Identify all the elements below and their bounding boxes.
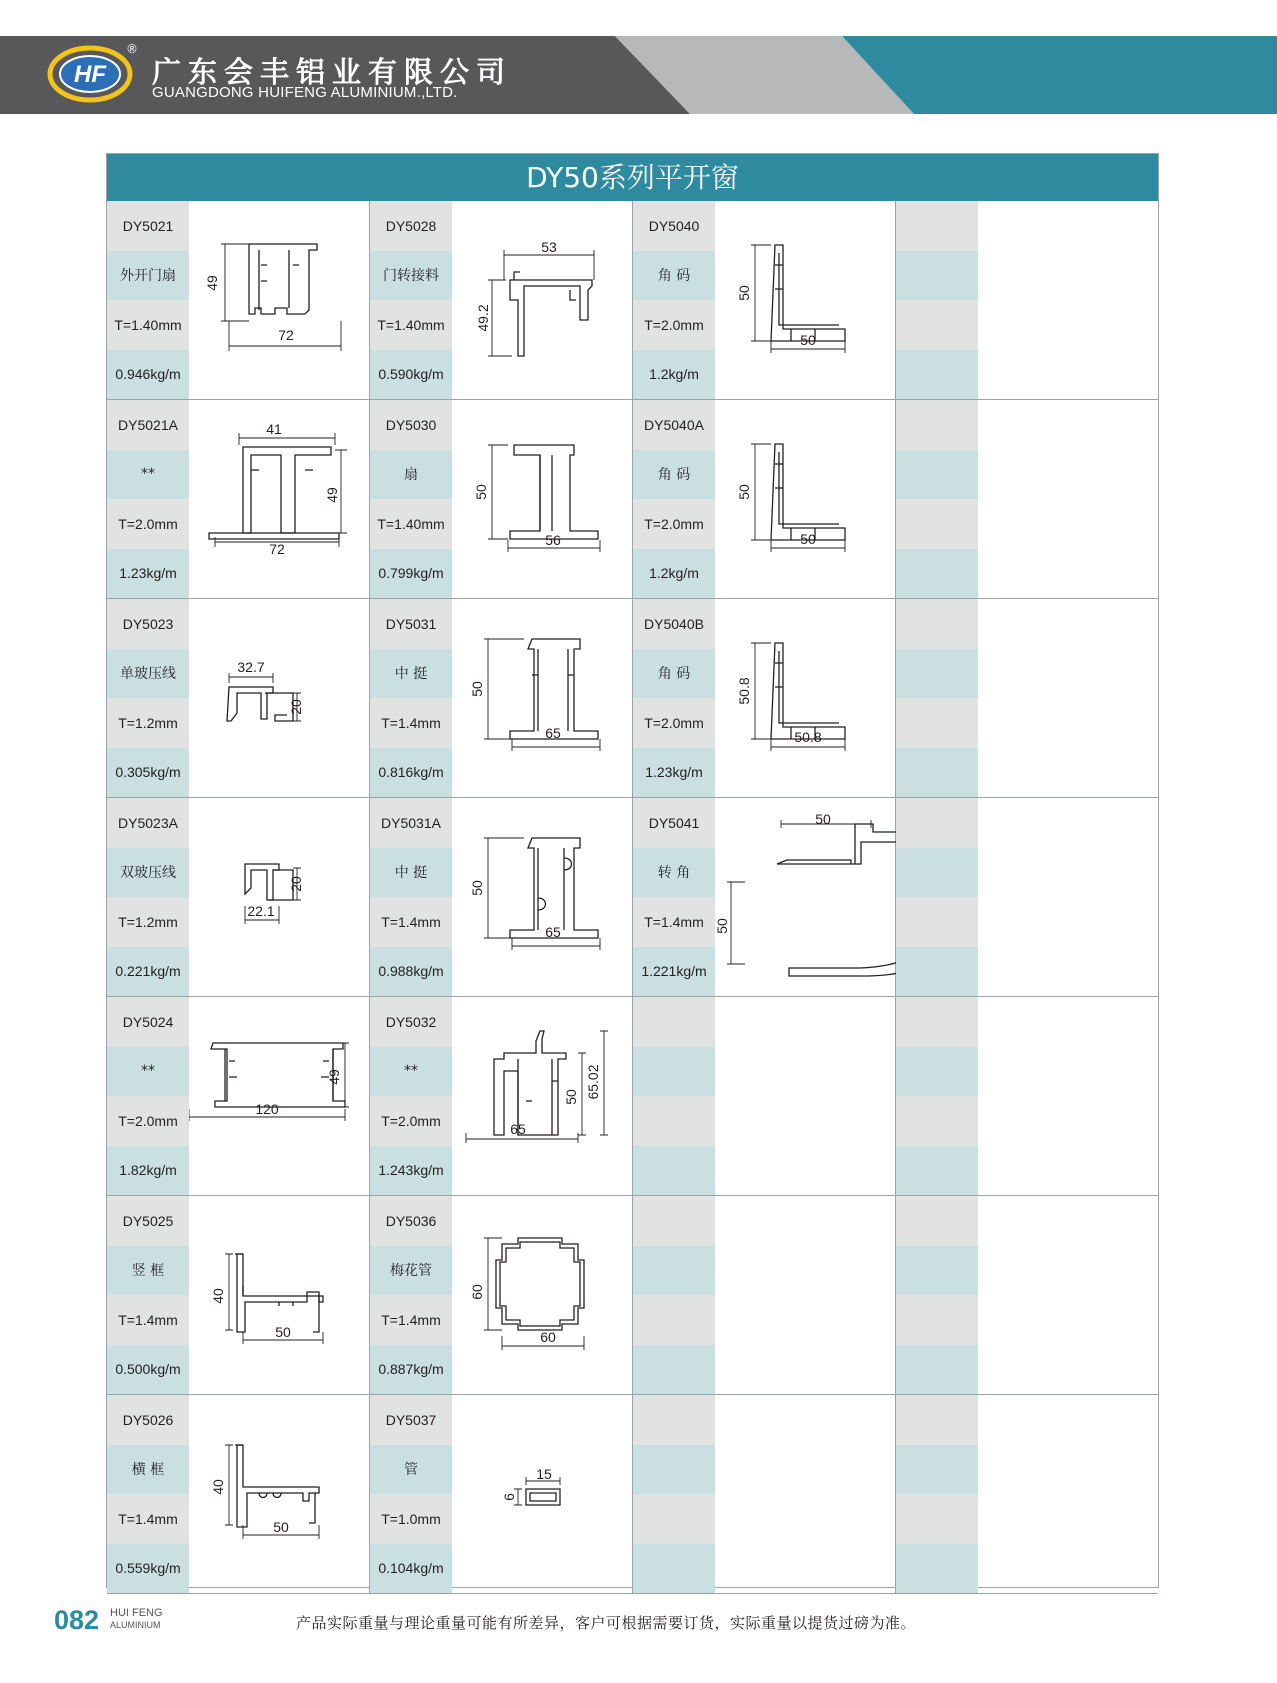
profile-thickness: T=2.0mm [633,698,715,748]
profile-weight [896,1544,978,1594]
dimension-label: 50 [736,285,752,301]
profile-thickness: T=1.4mm [107,1295,189,1345]
profile-weight [896,947,978,997]
profile-code: DY5041 [633,798,715,848]
profile-code: DY5031A [370,798,452,848]
profile-weight: 1.221kg/m [633,947,715,997]
empty-cell [896,599,1158,797]
empty-cell [633,1196,896,1394]
profile-thickness: T=1.4mm [633,897,715,947]
profile-drawing [452,1395,633,1593]
profile-drawing [189,1395,370,1593]
dimension-label: 32.7 [237,659,265,675]
dimension-label: 65 [510,1121,526,1137]
profile-drawing [715,599,896,797]
profile-name: ** [107,450,189,500]
profile-name: 转 角 [633,848,715,898]
profile-drawing [189,201,370,399]
empty-cell [896,997,1158,1195]
profile-name: 单玻压线 [107,649,189,699]
profile-name: 中 挺 [370,848,452,898]
dimension-label: 50 [469,880,485,896]
profile-thickness: T=1.2mm [107,698,189,748]
profile-thickness: T=2.0mm [633,300,715,350]
table-title: DY50系列平开窗 [107,154,1158,201]
profile-drawing [189,400,370,598]
profile-name [633,1246,715,1296]
profile-cell [370,599,633,797]
profile-drawing [452,1196,633,1394]
profile-thickness [633,1494,715,1544]
profile-name [896,1445,978,1495]
profile-thickness: T=2.0mm [107,499,189,549]
profile-name [896,1047,978,1097]
profile-name [633,1047,715,1097]
profile-name: 双玻压线 [107,848,189,898]
dimension-label: 72 [278,327,294,343]
profile-cell [370,201,633,399]
profile-name [896,251,978,301]
dimension-label: 50.8 [736,677,752,705]
profile-cell [370,1196,633,1394]
logo-text: HF [74,61,106,88]
empty-cell [896,798,1158,996]
profile-cell [633,400,896,598]
profile-cell [633,798,896,996]
profile-thickness [896,1295,978,1345]
profile-thickness: T=1.2mm [107,897,189,947]
profile-weight: 0.559kg/m [107,1544,189,1594]
profile-code [896,1395,978,1445]
table-row [107,201,1158,400]
profile-code: DY5025 [107,1196,189,1246]
profile-code: DY5031 [370,599,452,649]
profile-thickness: T=2.0mm [107,1096,189,1146]
profile-name: 门转接料 [370,251,452,301]
profile-code: DY5037 [370,1395,452,1445]
profile-drawing [715,400,896,598]
profile-thickness [633,1295,715,1345]
profile-thickness [896,897,978,947]
profile-weight [896,549,978,599]
empty-cell [896,1196,1158,1394]
dimension-label: 20 [288,876,304,892]
profile-thickness [896,499,978,549]
profile-weight [896,350,978,400]
profile-thickness: T=1.40mm [370,499,452,549]
profile-code: DY5040A [633,400,715,450]
profile-name: 角 码 [633,251,715,301]
dimension-label: 49 [204,275,220,291]
profile-cell [633,201,896,399]
profile-weight: 0.799kg/m [370,549,452,599]
profile-code [633,1395,715,1445]
profile-weight [633,1345,715,1395]
profile-drawing [452,201,633,399]
profile-name: 角 码 [633,450,715,500]
profile-weight: 0.104kg/m [370,1544,452,1594]
profile-code: DY5032 [370,997,452,1047]
profile-thickness [896,698,978,748]
profile-cell [370,798,633,996]
profile-drawing [715,798,896,996]
profile-weight [896,748,978,798]
profile-thickness [633,1096,715,1146]
empty-cell [633,1395,896,1593]
profile-code [896,1196,978,1246]
dimension-label: 65.02 [585,1064,601,1100]
profile-code: DY5030 [370,400,452,450]
profile-code [896,798,978,848]
profile-cell [370,997,633,1195]
profile-weight [633,1544,715,1594]
dimension-label: 50 [800,531,816,547]
profile-name [633,1445,715,1495]
profile-thickness: T=1.4mm [370,897,452,947]
profile-code [896,599,978,649]
profile-cell [370,1395,633,1593]
dimension-label: 60 [469,1284,485,1300]
profile-thickness: T=1.0mm [370,1494,452,1544]
dimension-label: 22.1 [247,903,275,919]
profile-code: DY5040B [633,599,715,649]
profile-cell [107,1196,370,1394]
dimension-label: 56 [545,532,561,548]
profile-weight: 0.988kg/m [370,947,452,997]
profile-cell [107,1395,370,1593]
profile-thickness [896,1096,978,1146]
empty-cell [896,1395,1158,1593]
profile-weight: 1.82kg/m [107,1146,189,1196]
profile-thickness: T=2.0mm [370,1096,452,1146]
profile-drawing [452,400,633,598]
profile-thickness: T=1.4mm [107,1494,189,1544]
dimension-label: 50 [800,332,816,348]
profile-drawing [189,599,370,797]
profile-weight: 0.305kg/m [107,748,189,798]
profile-name: ** [370,1047,452,1097]
table-row [107,1395,1158,1594]
dimension-label: 20 [288,699,304,715]
dimension-label: 120 [255,1101,279,1117]
profile-name [896,450,978,500]
profile-weight: 0.946kg/m [107,350,189,400]
profile-thickness [896,300,978,350]
profile-name: 横 框 [107,1445,189,1495]
table-row [107,997,1158,1196]
table-row [107,798,1158,997]
table-row [107,599,1158,798]
dimension-label: 60 [540,1329,556,1345]
dimension-label: 50 [273,1519,289,1535]
profile-code [896,400,978,450]
profile-cell [107,798,370,996]
profile-name: 外开门扇 [107,251,189,301]
profile-drawing [452,798,633,996]
dimension-label: 50 [563,1089,579,1105]
profile-drawing [452,599,633,797]
table-row [107,1196,1158,1395]
profile-thickness: T=1.40mm [107,300,189,350]
dimension-label: 50 [736,484,752,500]
dimension-label: 53 [541,239,557,255]
profile-thickness: T=1.4mm [370,1295,452,1345]
company-name-cn: 广东会丰铝业有限公司 [152,55,513,89]
profile-drawing [189,997,370,1195]
spec-table [106,153,1159,1588]
dimension-label: 65 [545,924,561,940]
dimension-label: 50.8 [794,729,822,745]
profile-cell [633,599,896,797]
dimension-label: 50 [469,681,485,697]
dimension-label: 50 [815,811,831,827]
profile-code: DY5024 [107,997,189,1047]
profile-drawing [189,1196,370,1394]
profile-weight: 0.887kg/m [370,1345,452,1395]
profile-name: 梅花管 [370,1246,452,1296]
dimension-label: 49.2 [475,304,491,332]
profile-code: DY5040 [633,201,715,251]
profile-cell [107,997,370,1195]
empty-cell [896,201,1158,399]
dimension-label: 50 [473,484,489,500]
dimension-label: 40 [210,1288,226,1304]
profile-weight: 1.2kg/m [633,549,715,599]
profile-weight: 1.243kg/m [370,1146,452,1196]
profile-code: DY5021A [107,400,189,450]
profile-thickness: T=1.4mm [370,698,452,748]
table-row [107,400,1158,599]
profile-drawing [452,997,633,1195]
dimension-label: 50 [715,918,730,934]
profile-code [896,997,978,1047]
profile-code: DY5036 [370,1196,452,1246]
profile-name [896,848,978,898]
profile-cell [370,400,633,598]
dimension-label: 72 [269,541,285,557]
profile-name [896,1246,978,1296]
page-number: 082 [54,1605,100,1635]
dimension-label: 41 [266,421,282,437]
empty-cell [633,997,896,1195]
dimension-label: 65 [545,725,561,741]
profile-code [633,997,715,1047]
empty-cell [896,400,1158,598]
profile-cell [107,400,370,598]
profile-weight [896,1345,978,1395]
profile-name: 竖 框 [107,1246,189,1296]
profile-name: 中 挺 [370,649,452,699]
profile-weight: 0.500kg/m [107,1345,189,1395]
profile-name [896,649,978,699]
profile-name: ** [107,1047,189,1097]
profile-weight [633,1146,715,1196]
dimension-label: 6 [501,1493,517,1501]
dimension-label: 50 [275,1324,291,1340]
profile-name: 管 [370,1445,452,1495]
profile-thickness: T=2.0mm [633,499,715,549]
profile-weight: 1.23kg/m [633,748,715,798]
registered-mark: ® [126,42,138,56]
dimension-label: 49 [324,487,340,503]
profile-weight [896,1146,978,1196]
profile-cell [107,599,370,797]
profile-code: DY5021 [107,201,189,251]
profile-drawing [189,798,370,996]
company-name-en: GUANGDONG HUIFENG ALUMINIUM.,LTD. [152,84,458,101]
profile-code: DY5023A [107,798,189,848]
profile-cell [107,201,370,399]
profile-code [633,1196,715,1246]
profile-thickness [896,1494,978,1544]
dimension-label: 40 [210,1479,226,1495]
profile-code: DY5028 [370,201,452,251]
profile-weight: 1.23kg/m [107,549,189,599]
profile-drawing [715,201,896,399]
profile-weight: 0.221kg/m [107,947,189,997]
profile-thickness: T=1.40mm [370,300,452,350]
profile-name: 角 码 [633,649,715,699]
footer-brand-sub: ALUMINIUM [110,1620,161,1630]
footer-brand: HUI FENG [110,1607,163,1619]
profile-weight: 0.816kg/m [370,748,452,798]
profile-weight: 0.590kg/m [370,350,452,400]
profile-weight: 1.2kg/m [633,350,715,400]
profile-name: 扇 [370,450,452,500]
dimension-label: 15 [536,1466,552,1482]
profile-code: DY5026 [107,1395,189,1445]
footer-note: 产品实际重量与理论重量可能有所差异，客户可根据需要订货，实际重量以提货过磅为准。 [296,1614,917,1632]
profile-code [896,201,978,251]
profile-code: DY5023 [107,599,189,649]
dimension-label: 49 [326,1069,342,1085]
